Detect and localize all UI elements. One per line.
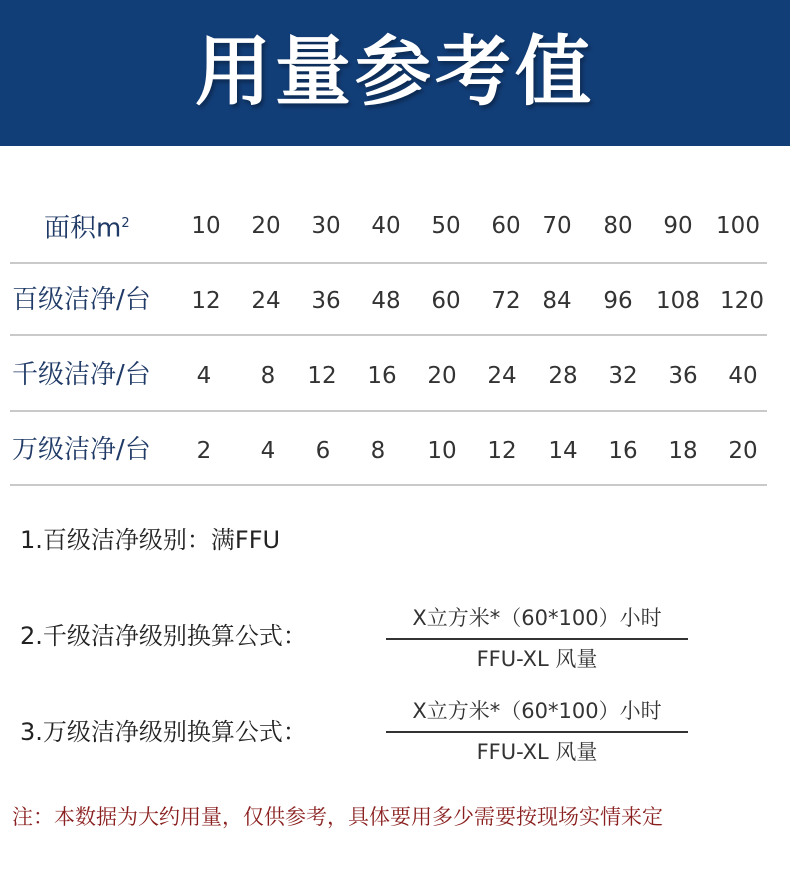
table-cell: 36	[311, 288, 341, 314]
table-cell: 84	[542, 288, 572, 314]
table-cell: 12	[487, 438, 517, 464]
table-cell: 24	[487, 363, 517, 389]
table-cell: 18	[668, 438, 698, 464]
table-cell: 32	[608, 363, 638, 389]
table-cell: 24	[251, 288, 281, 314]
table-cell: 12	[191, 288, 221, 314]
table-header-cell: 60	[491, 213, 521, 239]
table-header-cell: 50	[431, 213, 461, 239]
table-cell: 36	[668, 363, 698, 389]
table-cell: 96	[603, 288, 633, 314]
note-class-1000-formula: 2.千级洁净级别换算公式：	[20, 622, 307, 650]
row-divider	[10, 334, 767, 336]
formula-1-denominator: FFU-XL 风量	[476, 647, 598, 671]
table-cell: 10	[427, 438, 457, 464]
note-class-10000-formula: 3.万级洁净级别换算公式：	[20, 718, 307, 746]
table-cell: 60	[431, 288, 461, 314]
row-divider	[10, 484, 767, 486]
row-divider	[10, 262, 767, 264]
formula-2-numerator: X立方米*（60*100）小时	[412, 699, 662, 723]
table-cell: 6	[315, 438, 331, 464]
area-label: 面积m	[44, 213, 122, 244]
table-header-cell: 40	[371, 213, 401, 239]
table-cell: 12	[307, 363, 337, 389]
formula-1-numerator: X立方米*（60*100）小时	[412, 606, 662, 630]
table-cell: 2	[196, 438, 212, 464]
table-cell: 108	[656, 288, 700, 314]
table-header-cell: 30	[311, 213, 341, 239]
table-cell: 72	[491, 288, 521, 314]
table-cell: 20	[728, 438, 758, 464]
table-cell: 40	[728, 363, 758, 389]
row-label-class-100: 百级洁净/台	[12, 285, 151, 315]
table-cell: 16	[608, 438, 638, 464]
formula-1-fraction-bar	[386, 638, 688, 640]
row-divider	[10, 410, 767, 412]
table-cell: 8	[260, 363, 276, 389]
table-header-label	[44, 208, 130, 245]
table-cell: 16	[367, 363, 397, 389]
table-header-cell: 100	[716, 213, 760, 239]
row-label-class-1000: 千级洁净/台	[12, 360, 151, 390]
table-cell: 4	[260, 438, 276, 464]
table-cell: 4	[196, 363, 212, 389]
page-title: 用量参考值	[195, 27, 595, 116]
table-cell: 120	[720, 288, 764, 314]
table-header-cell: 20	[251, 213, 281, 239]
note-class-100: 1.百级洁净级别：满FFU	[20, 526, 281, 554]
table-cell: 48	[371, 288, 401, 314]
title-banner	[0, 0, 790, 146]
formula-2-fraction-bar	[386, 731, 688, 733]
footnote-disclaimer: 注：本数据为大约用量，仅供参考，具体要用多少需要按现场实情来定	[12, 805, 663, 829]
row-label-class-10000: 万级洁净/台	[12, 435, 151, 465]
table-header-cell: 10	[191, 213, 221, 239]
table-header-cell: 70	[542, 213, 572, 239]
area-unit-superscript: 2	[121, 216, 130, 231]
table-header-cell: 80	[603, 213, 633, 239]
table-cell: 8	[370, 438, 386, 464]
table-cell: 14	[548, 438, 578, 464]
formula-2-denominator: FFU-XL 风量	[476, 740, 598, 764]
table-cell: 28	[548, 363, 578, 389]
table-cell: 20	[427, 363, 457, 389]
table-header-cell: 90	[663, 213, 693, 239]
